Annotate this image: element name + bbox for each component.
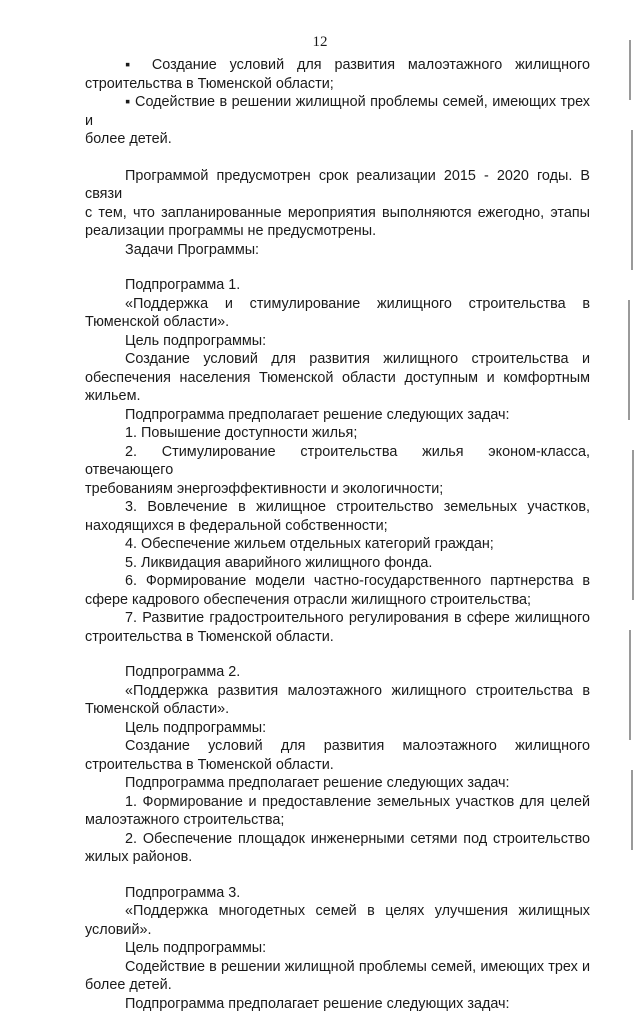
subprogram-heading: Подпрограмма 2. — [85, 663, 590, 682]
task-item: 6. Формирование модели частно-государственного партнерства в — [85, 572, 590, 591]
section-heading: Задачи Программы: — [85, 241, 590, 260]
goal-heading: Цель подпрограммы: — [85, 719, 590, 738]
scan-edge-artifact — [626, 40, 636, 860]
subprogram-title: «Поддержка и стимулирование жилищного строительства в — [85, 295, 590, 314]
subprogram-heading: Подпрограмма 1. — [85, 276, 590, 295]
goal-heading: Цель подпрограммы: — [85, 939, 590, 958]
task-item: 1. Повышение доступности жилья; — [85, 424, 590, 443]
task-item: 3. Вовлечение в жилищное строительство земельных участков, — [85, 498, 590, 517]
spacer — [85, 259, 590, 276]
paragraph-line: реализации программы не предусмотрены. — [85, 222, 590, 241]
spacer — [85, 867, 590, 884]
task-item: 5. Ликвидация аварийного жилищного фонда. — [85, 554, 590, 573]
subprogram-title: «Поддержка многодетных семей в целях улучшения жилищных — [85, 902, 590, 921]
paragraph-line: Создание условий для развития жилищного строительства и — [85, 350, 590, 369]
paragraph-line: Создание условий для развития малоэтажного жилищного — [85, 737, 590, 756]
subprogram-title: Тюменской области». — [85, 700, 590, 719]
task-item: жилых районов. — [85, 848, 590, 867]
paragraph-line: Программой предусмотрен срок реализации 2015 - 2020 годы. В связи — [85, 167, 590, 204]
subprogram-heading: Подпрограмма 3. — [85, 884, 590, 903]
tasks-heading: Подпрограмма предполагает решение следующих задач: — [85, 406, 590, 425]
spacer — [85, 149, 590, 167]
task-item: 1. Формирование и предоставление земельных участков для целей — [85, 793, 590, 812]
page-number: 12 — [0, 34, 640, 51]
paragraph-line: Содействие в решении жилищной проблемы семей, имеющих трех и — [85, 958, 590, 977]
paragraph-line: более детей. — [85, 130, 590, 149]
paragraph-line: строительства в Тюменской области; — [85, 75, 590, 94]
task-item: находящихся в федеральной собственности; — [85, 517, 590, 536]
document-body — [85, 56, 590, 1013]
paragraph-line: жильем. — [85, 387, 590, 406]
task-item: сфере кадрового обеспечения отрасли жилищного строительства; — [85, 591, 590, 610]
tasks-heading: Подпрограмма предполагает решение следующих задач: — [85, 995, 590, 1013]
subprogram-title: Тюменской области». — [85, 313, 590, 332]
task-item: 2. Стимулирование строительства жилья эконом-класса, отвечающего — [85, 443, 590, 480]
task-item: малоэтажного строительства; — [85, 811, 590, 830]
tasks-heading: Подпрограмма предполагает решение следующих задач: — [85, 774, 590, 793]
goal-heading: Цель подпрограммы: — [85, 332, 590, 351]
task-item: 4. Обеспечение жильем отдельных категорий граждан; — [85, 535, 590, 554]
paragraph-line: ▪ Создание условий для развития малоэтажного жилищного — [85, 56, 590, 75]
paragraph-line: обеспечения населения Тюменской области доступным и комфортным — [85, 369, 590, 388]
subprogram-title: «Поддержка развития малоэтажного жилищного строительства в — [85, 682, 590, 701]
task-item: 7. Развитие градостроительного регулирования в сфере жилищного — [85, 609, 590, 628]
paragraph-line: с тем, что запланированные мероприятия выполняются ежегодно, этапы — [85, 204, 590, 223]
task-item: требованиям энергоэффективности и экологичности; — [85, 480, 590, 499]
subprogram-title: условий». — [85, 921, 590, 940]
paragraph-line: строительства в Тюменской области. — [85, 756, 590, 775]
paragraph-line: ▪ Содействие в решении жилищной проблемы семей, имеющих трех и — [85, 93, 590, 130]
spacer — [85, 646, 590, 663]
task-item: 2. Обеспечение площадок инженерными сетями под строительство — [85, 830, 590, 849]
paragraph-line: более детей. — [85, 976, 590, 995]
task-item: строительства в Тюменской области. — [85, 628, 590, 647]
